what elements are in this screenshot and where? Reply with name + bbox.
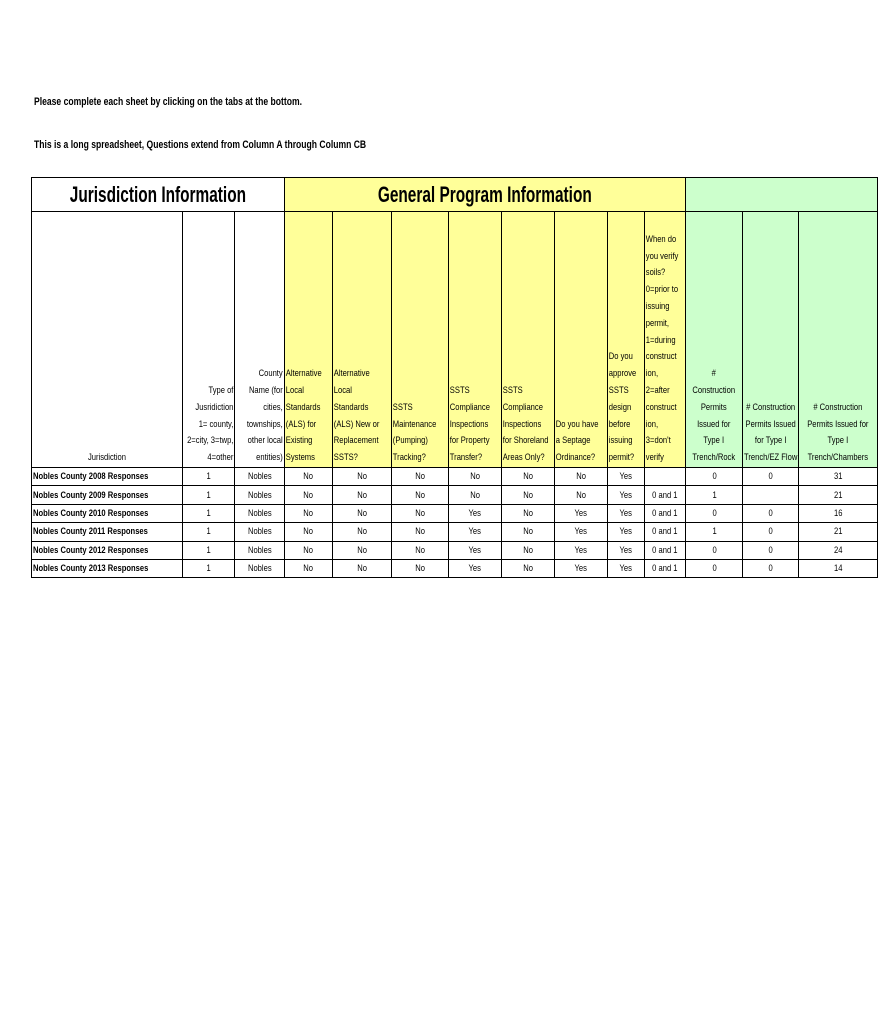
survey-spreadsheet: [31, 177, 878, 578]
cell-permits-rock[interactable]: 1: [686, 523, 743, 541]
jurisdiction-information-banner: Jurisdiction Information: [32, 178, 285, 212]
cell-shoreland[interactable]: No: [502, 468, 555, 486]
cell-septage[interactable]: Yes: [555, 559, 607, 577]
cell-septage[interactable]: Yes: [555, 523, 607, 541]
cell-verify-soils[interactable]: 0 and 1: [644, 541, 686, 559]
cell-type[interactable]: 1: [183, 504, 235, 522]
cell-shoreland[interactable]: No: [502, 523, 555, 541]
cell-jurisdiction[interactable]: Nobles County 2011 Responses: [32, 523, 183, 541]
section-banner-row: [32, 178, 878, 212]
cell-permits-rock[interactable]: 0: [686, 468, 743, 486]
header-type-of-jurisdiction: Type of Jusridiction 1= county, 2=city, 3=twp, 4=other: [183, 212, 235, 468]
data-rows: [32, 468, 878, 578]
header-approve-design: Do you approve SSTS design before issuing permit?: [607, 212, 644, 468]
cell-als-existing[interactable]: No: [284, 541, 332, 559]
cell-als-new[interactable]: No: [332, 486, 391, 504]
header-shoreland: SSTS Compliance Inspections for Shoreland Areas Only?: [502, 212, 555, 468]
cell-verify-soils[interactable]: 0 and 1: [644, 559, 686, 577]
header-maintenance-tracking: SSTS Maintenance (Pumping) Tracking?: [391, 212, 448, 468]
cell-jurisdiction[interactable]: Nobles County 2013 Responses: [32, 559, 183, 577]
cell-als-new[interactable]: No: [332, 523, 391, 541]
cell-permits-rock[interactable]: 1: [686, 486, 743, 504]
cell-jurisdiction[interactable]: Nobles County 2009 Responses: [32, 486, 183, 504]
cell-shoreland[interactable]: No: [502, 504, 555, 522]
header-jurisdiction: Jurisdiction: [32, 212, 183, 468]
header-permits-ez-flow: # Construction Permits Issued for Type I Trench/EZ Flow: [742, 212, 798, 468]
cell-als-new[interactable]: No: [332, 541, 391, 559]
cell-permits-rock[interactable]: 0: [686, 559, 743, 577]
header-als-existing: Alternative Local Standards (ALS) for Existing Systems: [284, 212, 332, 468]
cell-property-transfer[interactable]: No: [449, 486, 502, 504]
cell-county[interactable]: Nobles: [235, 541, 285, 559]
header-als-new: Alternative Local Standards (ALS) New or Replacement SSTS?: [332, 212, 391, 468]
cell-type[interactable]: 1: [183, 486, 235, 504]
table-row: [32, 468, 878, 486]
header-property-transfer: SSTS Compliance Inspections for Property Transfer?: [449, 212, 502, 468]
cell-property-transfer[interactable]: Yes: [449, 559, 502, 577]
cell-approve-design[interactable]: Yes: [607, 504, 644, 522]
cell-permits-chambers[interactable]: 31: [799, 468, 878, 486]
cell-approve-design[interactable]: Yes: [607, 559, 644, 577]
cell-maintenance[interactable]: No: [391, 523, 448, 541]
cell-type[interactable]: 1: [183, 541, 235, 559]
cell-permits-ezflow[interactable]: [742, 486, 798, 504]
table-row: [32, 523, 878, 541]
cell-septage[interactable]: Yes: [555, 541, 607, 559]
cell-type[interactable]: 1: [183, 468, 235, 486]
cell-maintenance[interactable]: No: [391, 486, 448, 504]
header-septage-ordinance: Do you have a Septage Ordinance?: [555, 212, 607, 468]
header-county-name: County Name (for cities, townships, other local entities): [235, 212, 285, 468]
permits-section-banner: [686, 178, 878, 212]
cell-shoreland[interactable]: No: [502, 559, 555, 577]
cell-verify-soils[interactable]: [644, 468, 686, 486]
cell-approve-design[interactable]: Yes: [607, 523, 644, 541]
cell-type[interactable]: 1: [183, 523, 235, 541]
cell-als-existing[interactable]: No: [284, 559, 332, 577]
header-permits-chambers: # Construction Permits Issued for Type I Trench/Chambers: [799, 212, 878, 468]
cell-verify-soils[interactable]: 0 and 1: [644, 523, 686, 541]
cell-shoreland[interactable]: No: [502, 486, 555, 504]
cell-type[interactable]: 1: [183, 559, 235, 577]
cell-county[interactable]: Nobles: [235, 504, 285, 522]
cell-property-transfer[interactable]: No: [449, 468, 502, 486]
cell-als-existing[interactable]: No: [284, 504, 332, 522]
cell-maintenance[interactable]: No: [391, 504, 448, 522]
cell-als-existing[interactable]: No: [284, 468, 332, 486]
header-verify-soils: When do you verify soils? 0=prior to issuing permit, 1=during construct ion, 2=after construct ion, 3=don't verify: [644, 212, 686, 468]
cell-als-existing[interactable]: No: [284, 486, 332, 504]
cell-permits-ezflow[interactable]: 0: [742, 468, 798, 486]
cell-permits-chambers[interactable]: 21: [799, 523, 878, 541]
cell-maintenance[interactable]: No: [391, 541, 448, 559]
cell-permits-chambers[interactable]: 14: [799, 559, 878, 577]
table-row: [32, 541, 878, 559]
cell-septage[interactable]: No: [555, 486, 607, 504]
cell-property-transfer[interactable]: Yes: [449, 523, 502, 541]
cell-property-transfer[interactable]: Yes: [449, 541, 502, 559]
table-row: [32, 504, 878, 522]
cell-permits-ezflow[interactable]: 0: [742, 559, 798, 577]
cell-permits-rock[interactable]: 0: [686, 504, 743, 522]
cell-als-existing[interactable]: No: [284, 523, 332, 541]
table-row: [32, 559, 878, 577]
table-row: [32, 486, 878, 504]
cell-approve-design[interactable]: Yes: [607, 486, 644, 504]
column-header-row: [32, 212, 878, 468]
cell-jurisdiction[interactable]: Nobles County 2010 Responses: [32, 504, 183, 522]
cell-verify-soils[interactable]: 0 and 1: [644, 504, 686, 522]
cell-approve-design[interactable]: Yes: [607, 541, 644, 559]
cell-als-new[interactable]: No: [332, 504, 391, 522]
general-program-information-banner: General Program Information: [284, 178, 686, 212]
cell-als-new[interactable]: No: [332, 468, 391, 486]
cell-maintenance[interactable]: No: [391, 559, 448, 577]
instruction-columns-note: This is a long spreadsheet, Questions extend from Column A through Column CB: [34, 139, 367, 151]
cell-septage[interactable]: No: [555, 468, 607, 486]
cell-permits-ezflow[interactable]: 0: [742, 523, 798, 541]
cell-permits-chambers[interactable]: 24: [799, 541, 878, 559]
cell-shoreland[interactable]: No: [502, 541, 555, 559]
cell-jurisdiction[interactable]: Nobles County 2008 Responses: [32, 468, 183, 486]
cell-permits-chambers[interactable]: 16: [799, 504, 878, 522]
cell-jurisdiction[interactable]: Nobles County 2012 Responses: [32, 541, 183, 559]
cell-county[interactable]: Nobles: [235, 559, 285, 577]
cell-maintenance[interactable]: No: [391, 468, 448, 486]
cell-approve-design[interactable]: Yes: [607, 468, 644, 486]
cell-permits-rock[interactable]: 0: [686, 541, 743, 559]
cell-county[interactable]: Nobles: [235, 523, 285, 541]
header-permits-trench-rock: # Construction Permits Issued for Type I Trench/Rock: [686, 212, 743, 468]
cell-county[interactable]: Nobles: [235, 486, 285, 504]
cell-septage[interactable]: Yes: [555, 504, 607, 522]
cell-permits-ezflow[interactable]: 0: [742, 504, 798, 522]
cell-permits-ezflow[interactable]: 0: [742, 541, 798, 559]
cell-verify-soils[interactable]: 0 and 1: [644, 486, 686, 504]
cell-permits-chambers[interactable]: 21: [799, 486, 878, 504]
cell-county[interactable]: Nobles: [235, 468, 285, 486]
cell-als-new[interactable]: No: [332, 559, 391, 577]
cell-property-transfer[interactable]: Yes: [449, 504, 502, 522]
instruction-tabs-note: Please complete each sheet by clicking on the tabs at the bottom.: [34, 96, 302, 108]
